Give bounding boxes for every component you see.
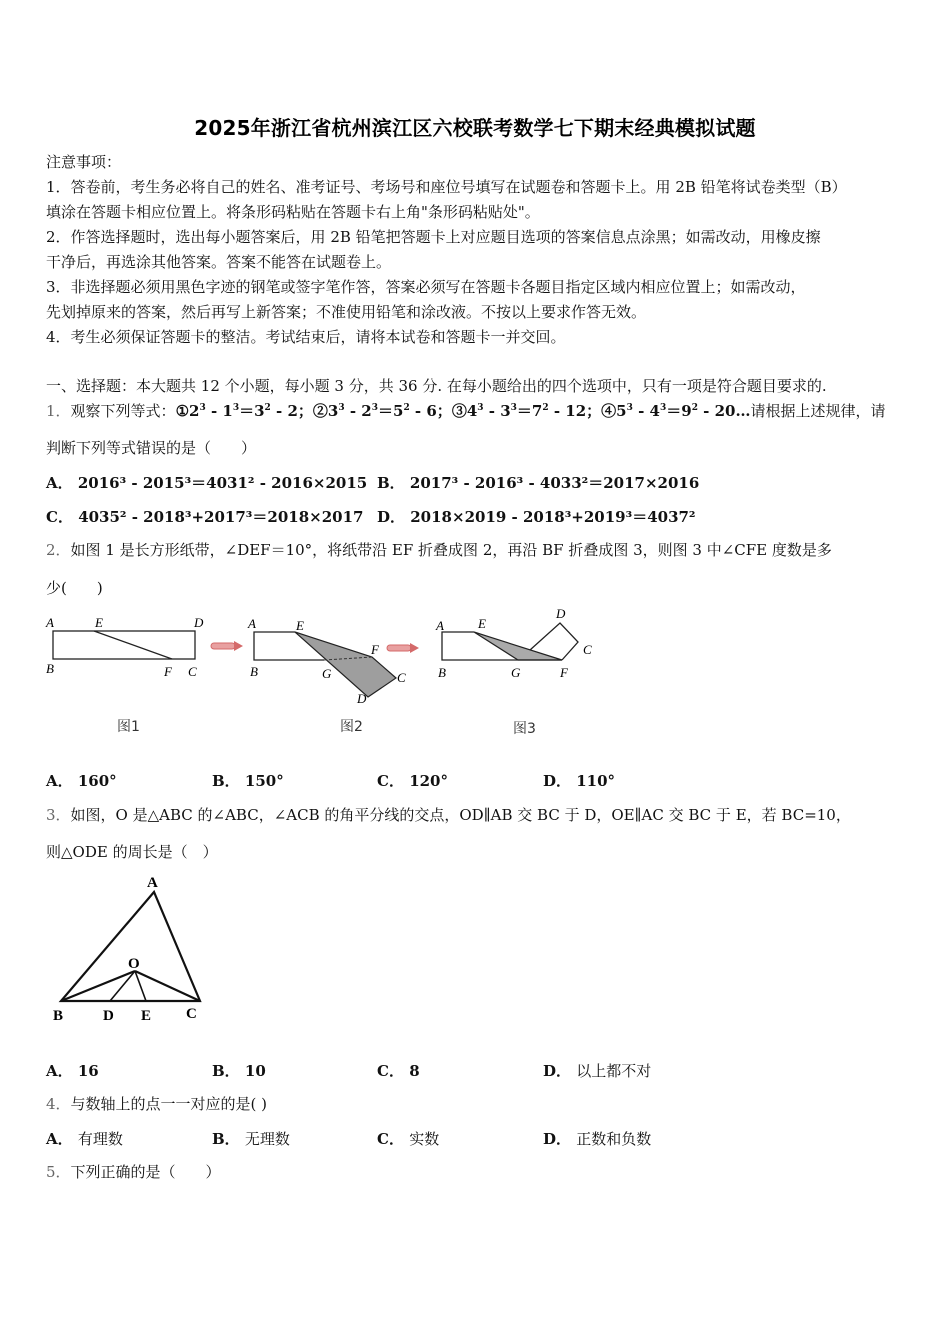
- stem-text: 观察下列等式：: [70, 402, 176, 420]
- question-4-option-d[interactable]: D． 正数和负数: [543, 1130, 652, 1148]
- svg-text:C: C: [188, 664, 197, 679]
- svg-text:E: E: [95, 615, 103, 630]
- question-2-option-a[interactable]: A． 160°: [46, 772, 117, 790]
- question-3-option-b[interactable]: B． 10: [212, 1062, 266, 1080]
- svg-text:A: A: [147, 875, 158, 891]
- arrow-right-icon: [386, 639, 420, 658]
- stem-text: 与数轴上的点一一对应的是( ): [70, 1095, 268, 1113]
- question-2-stem-line2: 少( ): [46, 579, 103, 597]
- question-number: 3．: [46, 806, 71, 824]
- figure-2-folded-strip: [244, 610, 424, 709]
- svg-text:A: A: [248, 616, 256, 631]
- arrow-right-icon: [210, 637, 244, 656]
- question-number: 4．: [46, 1095, 71, 1113]
- question-4-stem: [46, 1094, 267, 1114]
- stem-text: 如图，O 是△ABC 的∠ABC，∠ACB 的角平分线的交点，OD∥AB 交 BC 于 D，OE∥AC 交 BC 于 E，若 BC=10，: [70, 806, 851, 824]
- question-2-option-c[interactable]: C． 120°: [377, 772, 448, 790]
- question-3-option-a[interactable]: A． 16: [46, 1062, 99, 1080]
- svg-text:D: D: [357, 691, 367, 705]
- section-heading: 一、选择题：本大题共 12 个小题，每小题 3 分，共 36 分. 在每小题给出的四个选项中，只有一项是符合题目要求的.: [46, 377, 827, 395]
- svg-text:F: F: [371, 642, 379, 657]
- svg-text:G: G: [511, 665, 521, 680]
- stem-text: 如图 1 是长方形纸带，∠DEF＝10°，将纸带沿 EF 折叠成图 2，再沿 BF 折叠成图 3，则图 3 中∠CFE 度数是多: [70, 541, 832, 559]
- notes-line-2: 填涂在答题卡相应位置上。将条形码粘贴在答题卡右上角"条形码粘贴处"。: [46, 203, 540, 221]
- question-number: 5．: [46, 1163, 71, 1181]
- question-5-stem: [46, 1162, 221, 1182]
- svg-text:C: C: [583, 642, 592, 657]
- notes-line-3: 2．作答选择题时，选出每小题答案后，用 2B 铅笔把答题卡上对应题目选项的答案信息点涂黑；如需改动，用橡皮擦: [46, 228, 821, 246]
- stem-text: 下列正确的是（ ）: [70, 1163, 221, 1181]
- question-number: 1．: [46, 402, 71, 420]
- svg-text:B: B: [46, 661, 54, 676]
- question-3-stem-line2: 则△ODE 的周长是（ ）: [46, 843, 218, 861]
- stem-text: 请根据上述规律，请: [750, 402, 886, 420]
- svg-text:C: C: [186, 1006, 197, 1022]
- svg-text:A: A: [436, 618, 444, 633]
- svg-text:F: F: [164, 664, 172, 679]
- figure-2-caption: 图2: [340, 719, 363, 735]
- svg-text:D: D: [194, 615, 204, 630]
- question-3-option-c[interactable]: C． 8: [377, 1062, 420, 1080]
- question-2-stem: [46, 540, 832, 560]
- question-4-option-c[interactable]: C． 实数: [377, 1130, 440, 1148]
- page-title: 2025年浙江省杭州滨江区六校联考数学七下期末经典模拟试题: [194, 116, 756, 140]
- notes-line-4: 干净后，再选涂其他答案。答案不能答在试题卷上。: [46, 253, 392, 271]
- svg-text:B: B: [438, 665, 446, 680]
- svg-text:B: B: [250, 664, 258, 679]
- question-2-option-d[interactable]: D． 110°: [543, 772, 616, 790]
- question-4-option-b[interactable]: B． 无理数: [212, 1130, 290, 1148]
- equation-series: $①2^3 - 1^3=3^2 - 2$；$②3^3 - 2^3=5^2 - 6$；$③4^3 - 3^3=7^2 - 12$；$④5^3 - 4^3=9^2$ - 20…: [175, 402, 751, 420]
- svg-text:C: C: [397, 670, 406, 685]
- figure-1-caption: 图1: [117, 719, 140, 735]
- svg-text:O: O: [128, 956, 140, 972]
- question-3-option-d[interactable]: D． 以上都不对: [543, 1062, 652, 1080]
- notes-line-5: 3．非选择题必须用黑色字迹的钢笔或签字笔作答，答案必须写在答题卡各题目指定区域内相应位置上；如需改动，: [46, 278, 806, 296]
- question-3-stem: [46, 805, 851, 825]
- svg-text:F: F: [560, 665, 568, 680]
- question-1-stem-line2: 判断下列等式错误的是（ ）: [46, 439, 257, 457]
- svg-text:B: B: [53, 1008, 64, 1024]
- question-1-stem: [46, 401, 886, 421]
- figure-3-caption: 图3: [513, 721, 536, 737]
- notes-line-6: 先划掉原来的答案，然后再写上新答案；不准使用铅笔和涂改液。不按以上要求作答无效。: [46, 303, 647, 321]
- question-1-option-d[interactable]: D． 2018×2019 - 2018³+2019³＝4037²: [377, 508, 696, 526]
- question-4-option-a[interactable]: A． 有理数: [46, 1130, 123, 1148]
- notes-heading: 注意事项：: [46, 153, 122, 171]
- question-1-option-b[interactable]: B． 2017³ - 2016³ - 4033²＝2017×2016: [377, 474, 700, 492]
- svg-text:G: G: [322, 666, 332, 681]
- figure-1-paper-strip: [44, 610, 214, 689]
- figure-3-refolded-strip: [432, 604, 602, 688]
- svg-text:D: D: [556, 606, 566, 621]
- notes-line-1: 1．答卷前，考生务必将自己的姓名、准考证号、考场号和座位号填写在试题卷和答题卡上。用 2B 铅笔将试卷类型（B）: [46, 178, 847, 196]
- svg-text:E: E: [478, 616, 486, 631]
- figure-triangle-abc: [44, 872, 214, 1031]
- notes-line-7: 4．考生必须保证答题卡的整洁。考试结束后，请将本试卷和答题卡一并交回。: [46, 328, 566, 346]
- question-1-option-c[interactable]: C． 4035² - 2018³+2017³＝2018×2017: [46, 508, 364, 526]
- svg-text:A: A: [46, 615, 54, 630]
- svg-text:D: D: [103, 1008, 114, 1024]
- svg-text:E: E: [296, 618, 304, 633]
- svg-text:E: E: [141, 1008, 152, 1024]
- question-1-option-a[interactable]: A． 2016³ - 2015³＝4031² - 2016×2015: [46, 474, 368, 492]
- question-number: 2．: [46, 541, 71, 559]
- question-2-option-b[interactable]: B． 150°: [212, 772, 284, 790]
